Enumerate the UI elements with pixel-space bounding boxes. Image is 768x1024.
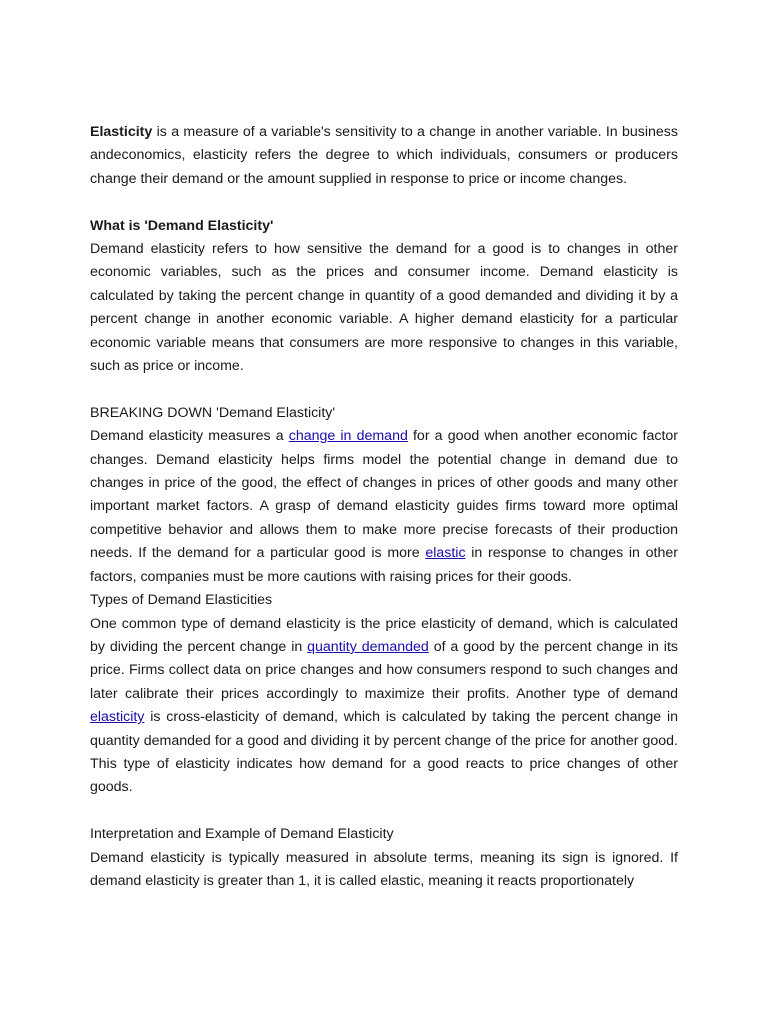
breaking-down-text-b: for a good when another economic factor changes. Demand elasticity helps firms model the potential change in demand due to changes in price of the good, the effect of changes in prices of other goods and many other important market factors. A grasp of demand elasticity guides firms toward more optimal competitive behavior and allows them to make more precise forecasts of their production needs. If the demand for a particular good is more [90, 428, 679, 562]
spacer [90, 378, 678, 401]
spacer [90, 191, 678, 214]
breaking-down-paragraph [90, 425, 678, 589]
types-text-a: One common type of demand elasticity is the price elasticity of demand, which is calculated by dividing the percent change in [90, 615, 678, 655]
interpretation-paragraph: Demand elasticity is typically measured in absolute terms, meaning its sign is ignored. If demand elasticity is greater than 1, it is called elastic, meaning it reacts proportionately [90, 849, 678, 889]
change-in-demand-link[interactable]: change in demand [288, 428, 408, 445]
breaking-down-heading: BREAKING DOWN 'Demand Elasticity' [90, 404, 336, 421]
intro-paragraph [90, 121, 678, 191]
types-text-b: of a good by the percent change in its price. Firms collect data on price changes and how consumers respond to such changes and later calibrate their prices accordingly to maximize their profits. Another type of demand [90, 638, 678, 702]
spacer [90, 800, 678, 823]
breaking-down-text-c: in response to changes in other factors, companies must be more cautions with raising prices for their goods. [90, 545, 678, 585]
intro-term: Elasticity [90, 124, 153, 140]
quantity-demanded-link[interactable]: quantity demanded [307, 638, 429, 655]
elasticity-link[interactable]: elasticity [90, 709, 145, 726]
intro-text: is a measure of a variable's sensitivity to a change in another variable. In business andeconomics, elasticity refers the degree to which individuals, consumers or producers change their demand or the amount supplied in response to price or income changes. [90, 124, 678, 187]
interpretation-heading: Interpretation and Example of Demand Elasticity [90, 826, 394, 843]
types-text-c: is cross-elasticity of demand, which is calculated by taking the percent change in quantity demanded for a good and dividing it by percent change of the price for another good. This type of elasticity indicates how demand for a good reacts to price changes of other goods. [90, 709, 678, 796]
breaking-down-text-a: Demand elasticity measures a [90, 428, 289, 445]
types-paragraph [90, 613, 678, 800]
demand-elasticity-heading: What is 'Demand Elasticity' [90, 217, 274, 234]
document-body [90, 121, 678, 893]
demand-elasticity-paragraph: Demand elasticity refers to how sensitive the demand for a good is to changes in other economic variables, such as the prices and consumer income. Demand elasticity is calculated by taking the percent change in quantity of a good demanded and dividing it by a percent change in another economic variable. A higher demand elasticity for a particular economic variable means that consumers are more responsive to changes in this variable, such as price or income. [90, 241, 678, 375]
types-heading: Types of Demand Elasticities [90, 592, 273, 609]
elastic-link[interactable]: elastic [425, 545, 466, 562]
